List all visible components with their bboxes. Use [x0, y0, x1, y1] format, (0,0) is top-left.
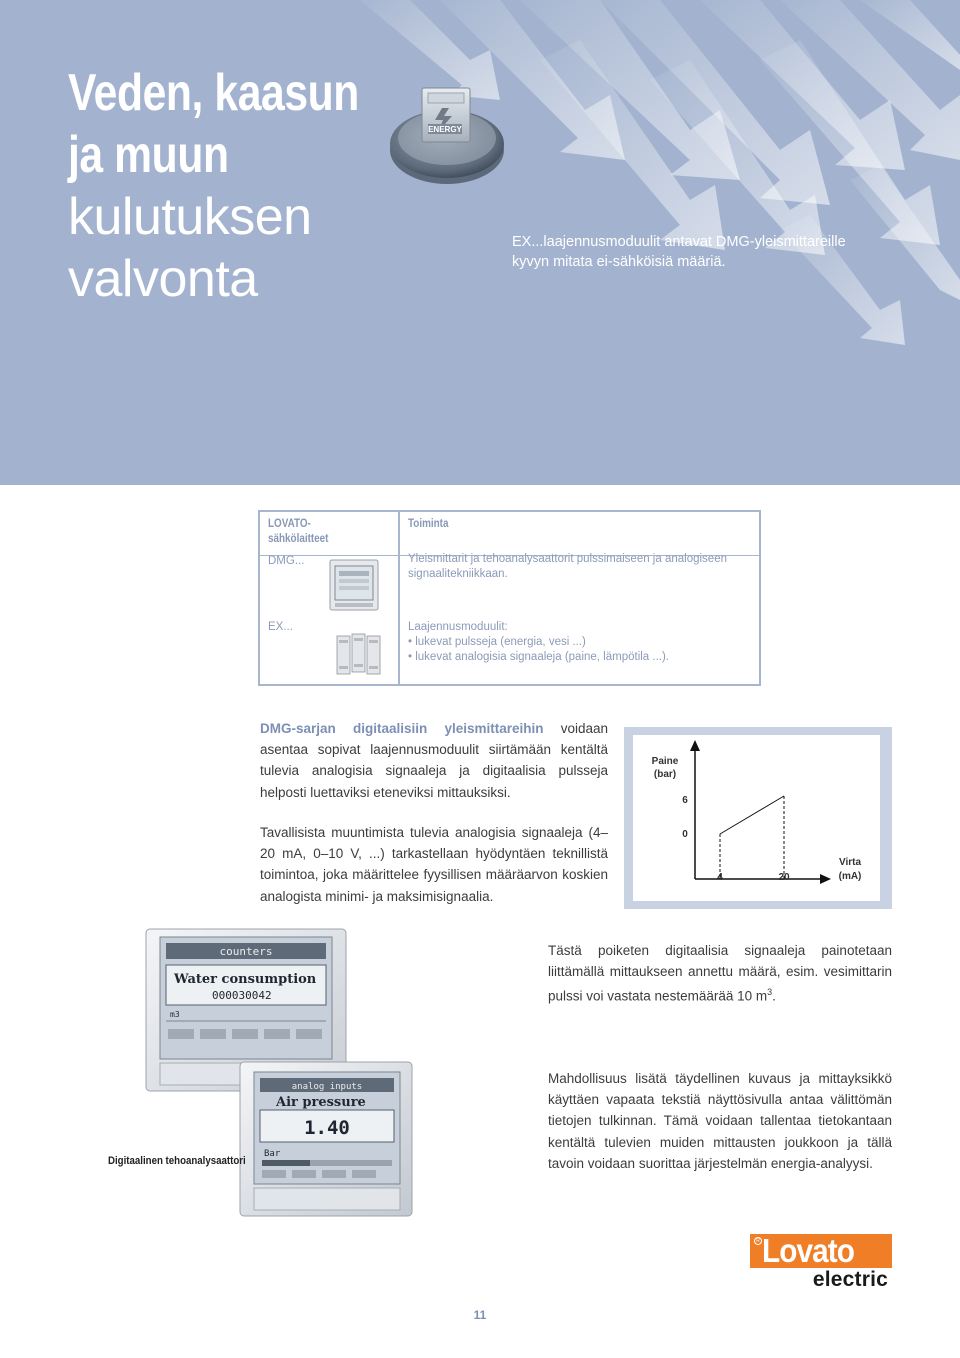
screen2-title: Air pressure — [276, 1095, 366, 1110]
paragraph-dmg-intro — [260, 718, 608, 803]
series-line — [720, 796, 784, 834]
pressure-current-chart — [624, 727, 892, 909]
ex-intro: Laajennusmoduulit: — [408, 621, 508, 633]
screen2-unit: Bar — [264, 1149, 281, 1159]
y-axis-label-2: (bar) — [653, 769, 677, 780]
energy-button-icon — [388, 78, 506, 186]
paragraph-body: voidaan asentaa sopivat laajennusmoduulit siirtämään kentältä tulevia analogisia signaaleja ja digitaalisia pulsseja helposti luettaviksi eteneviksi mittauksiksi. — [260, 721, 608, 800]
energy-label: ENERGY — [428, 125, 462, 134]
y-tick-label: 6 — [682, 795, 688, 806]
title-line-4: valvonta — [68, 250, 258, 308]
title-line-3: kulutuksen — [68, 188, 312, 246]
x-axis-label-1: Virta — [838, 857, 862, 868]
screen1-unit: m3 — [170, 1010, 180, 1019]
table-divider-vertical — [398, 512, 400, 684]
lovato-logo — [750, 1234, 892, 1292]
paragraph-highlight: DMG-sarjan digitaalisiin yleismittareihin — [260, 721, 544, 736]
screen1-title: Water consumption — [174, 972, 317, 987]
screen2-header: analog inputs — [291, 1082, 363, 1092]
logo-orange-bar — [750, 1234, 892, 1268]
x-axis-arrow — [820, 874, 831, 884]
x-tick-label: 20 — [778, 872, 790, 883]
hero-banner — [0, 0, 960, 485]
paragraph-digital-signals — [548, 940, 892, 1007]
page-number: 11 — [473, 1308, 487, 1322]
table-row-ex-desc — [408, 620, 738, 665]
table-row-dmg-desc: Yleismittarit ja tehoanalysaattorit pulssimaiseen ja analogiseen signaalitekniikkaan. — [408, 553, 727, 580]
table-header-products: LOVATO-sähkölaitteet — [268, 518, 329, 545]
logo-subtitle: electric — [812, 1268, 888, 1291]
screen2-value: 1.40 — [304, 1117, 350, 1139]
y-tick-label: 0 — [682, 829, 688, 840]
y-axis-label-1: Paine — [651, 756, 679, 767]
paragraph-digital-end: . — [772, 988, 776, 1004]
page-title — [68, 62, 423, 310]
meter-air-pressure — [236, 1060, 416, 1218]
title-line-2: ja muun — [68, 126, 229, 184]
table-row-ex-label: EX... — [268, 621, 293, 633]
registered-mark: R — [754, 1237, 762, 1245]
hero-subtitle: EX...laajennusmoduulit antavat DMG-yleismittareille kyvyn mitata ei-sähköisiä määriä. — [512, 234, 846, 270]
logo-name: Lovato — [762, 1232, 854, 1269]
table-header-function: Toiminta — [408, 518, 449, 530]
superscript: 3 — [767, 987, 773, 998]
screen1-value: 000030042 — [212, 989, 272, 1002]
x-axis-label-2: (mA) — [838, 871, 862, 882]
paragraph-analog-signals: Tavallisista muuntimista tulevia analogisia signaaleja (4–20 mA, 0–10 V, ...) tarkastellaan hyödyntäen teknillistä toimintoa, joka määrittelee fyysillisen määräarvon koskien analogista minimi- ja maksimisignaalia. — [260, 825, 608, 904]
meter-caption: Digitaalinen tehoanalysaattori — [108, 1155, 246, 1167]
paragraph-description: Mahdollisuus lisätä täydellinen kuvaus ja mittayksikkö käyttäen vapaata tekstiä näyttösivulla antaa välittömän tietojen tulkinnan. Tämä voidaan tallentaa tietokantaan kentältä tulevien muiden mittausten joukkoon ja tällä tavoin voidaan suorittaa järjestelmän energia-analyysi. — [548, 1071, 892, 1171]
screen1-header: counters — [219, 945, 273, 958]
paragraph-digital-text: Tästä poiketen digitaalisia signaaleja painotetaan liittämällä mittaukseen annettu määrä, esim. vesimittarin pulssi voi vastata nestemäärää 10 m — [548, 943, 892, 1004]
title-line-1: Veden, kaasun — [68, 64, 359, 122]
table-row-dmg-label: DMG... — [268, 555, 305, 567]
ex-module-thumbnail — [336, 632, 382, 676]
dmg-meter-thumbnail — [329, 559, 379, 611]
ex-bullet-1: • lukevat pulsseja (energia, vesi ...) — [408, 636, 586, 648]
product-table — [258, 510, 761, 686]
y-axis-arrow — [690, 740, 700, 751]
chart-panel — [624, 727, 892, 909]
ex-bullet-2: • lukevat analogisia signaaleja (paine, lämpötila ...). — [408, 651, 670, 663]
x-tick-label: 4 — [717, 872, 723, 883]
